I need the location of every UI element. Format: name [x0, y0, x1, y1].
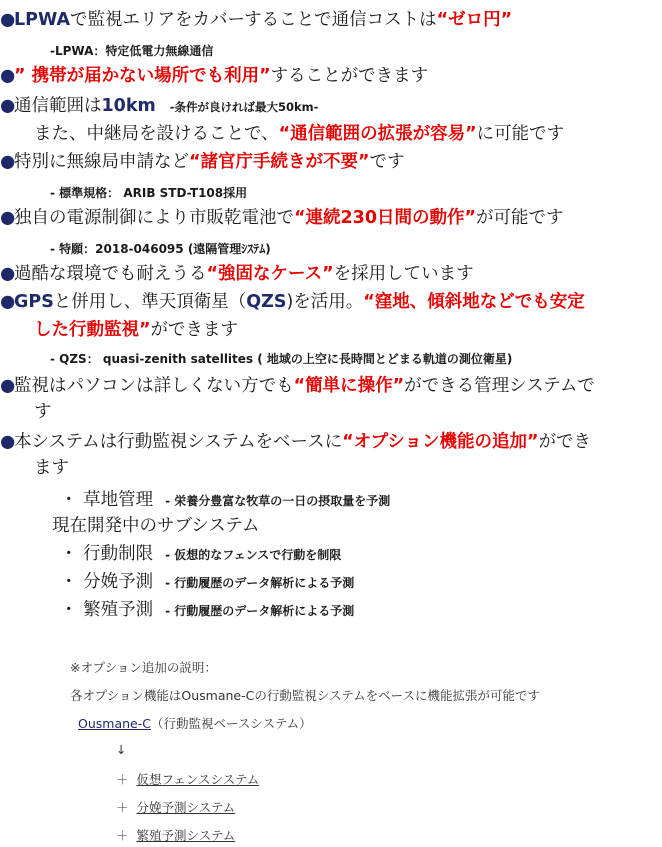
feature-item-options-cont: ます	[34, 458, 69, 478]
feature-note-standard: - 標準規格： ARIB STD-T108採用	[50, 186, 248, 200]
text: と併用し、準天頂衛星（	[53, 292, 247, 312]
text: また、中継局を設けることで、	[34, 124, 279, 144]
range-note: -条件が良ければ最大50km-	[169, 100, 319, 114]
feature-item-ui-cont: す	[34, 402, 52, 422]
text: ができ	[538, 432, 592, 452]
base-system-suffix: （行動監視ベースシステム）	[150, 716, 312, 731]
highlight: “オプション機能の追加”	[342, 432, 539, 452]
highlight: “強固なケース”	[206, 264, 334, 284]
sub-system-line	[116, 770, 259, 788]
text: することができます	[270, 66, 429, 86]
feature-note-patent: - 特願：2018-046095 (遠隔管理ｼｽﾃﾑ)	[50, 242, 271, 256]
bullet-icon: ●	[0, 10, 16, 30]
option-desc: - 行動履歴のデータ解析による予測	[165, 604, 355, 618]
highlight: “通信範囲の拡張が容易”	[278, 124, 477, 144]
option-mark: ・	[60, 490, 78, 510]
highlight: “諸官庁手続きが不要”	[189, 152, 370, 172]
text: を採用しています	[333, 264, 474, 284]
feature-note-lpwa: -LPWA：特定低電力無線通信	[50, 44, 214, 58]
range-value: 10km	[101, 96, 156, 116]
plus-icon: ＋	[116, 772, 129, 787]
feature-item-license	[0, 150, 405, 174]
option-name: 分娩予測	[83, 572, 154, 592]
highlight: “簡単に操作”	[293, 376, 405, 396]
sub-system-link-calving[interactable]: 分娩予測システム	[136, 800, 236, 815]
option-item-restriction	[60, 542, 341, 567]
feature-item-range-cont	[34, 122, 564, 146]
highlight: した行動監視”	[34, 320, 151, 340]
dev-heading: 現在開発中のサブシステム	[52, 516, 260, 536]
feature-item-power	[0, 206, 564, 230]
bullet-icon: ●	[0, 264, 16, 284]
bullet-icon: ●	[0, 292, 16, 312]
feature-item-gps	[0, 290, 585, 314]
bullet-icon: ●	[0, 208, 16, 228]
sub-system-line	[116, 798, 235, 816]
term-qzs: QZS	[246, 292, 287, 312]
option-mark: ・	[60, 544, 78, 564]
text: 独自の電源制御により市販乾電池で	[14, 208, 294, 228]
option-name: 繁殖予測	[83, 600, 154, 620]
option-desc: - 行動履歴のデータ解析による予測	[165, 576, 355, 590]
text: 監視はパソコンは詳しくない方でも	[14, 376, 294, 396]
note-title: ※オプション追加の説明：	[70, 660, 217, 675]
feature-item-lpwa	[0, 8, 512, 32]
option-desc: - 栄養分豊富な牧草の一日の摂取量を予測	[165, 494, 391, 508]
option-desc: - 仮想的なフェンスで行動を制限	[165, 548, 342, 562]
feature-item-range	[0, 94, 318, 119]
term-lpwa: LPWA	[14, 10, 71, 30]
option-name: 草地管理	[83, 490, 154, 510]
text: 特別に無線局申請など	[14, 152, 189, 172]
feature-item-case	[0, 262, 474, 286]
bullet-icon: ●	[0, 152, 16, 172]
text: )を活用。	[286, 292, 364, 312]
option-item-grassland	[60, 488, 390, 513]
feature-item-gps-cont	[34, 318, 238, 342]
text: ができます	[150, 320, 239, 340]
plus-icon: ＋	[116, 828, 129, 843]
bullet-icon: ●	[0, 66, 16, 86]
feature-item-ui	[0, 374, 595, 398]
feature-item-options	[0, 430, 591, 454]
option-name: 行動制限	[83, 544, 154, 564]
highlight: “連続230日間の動作”	[294, 208, 477, 228]
highlight: “ゼロ円”	[436, 10, 513, 30]
bullet-icon: ●	[0, 376, 16, 396]
sub-system-line	[116, 826, 235, 844]
sub-system-link-fence[interactable]: 仮想フェンスシステム	[136, 772, 260, 787]
highlight: ” 携帯が届かない場所でも利用”	[14, 66, 271, 86]
bullet-icon: ●	[0, 96, 16, 116]
sub-system-link-breeding[interactable]: 繁殖予測システム	[136, 828, 236, 843]
option-item-calving	[60, 570, 354, 595]
base-system-line	[78, 714, 312, 732]
text: 通信範囲は	[14, 96, 102, 116]
option-mark: ・	[60, 600, 78, 620]
feature-item-coverage	[0, 64, 428, 88]
plus-icon: ＋	[116, 800, 129, 815]
text: で監視エリアをカバーすることで通信コストは	[70, 10, 437, 30]
text: ができる管理システムで	[404, 376, 595, 396]
option-item-breeding	[60, 598, 354, 623]
term-gps: GPS	[14, 292, 54, 312]
option-mark: ・	[60, 572, 78, 592]
note-description: 各オプション機能はOusmane-Cの行動監視システムをベースに機能拡張が可能です	[70, 688, 540, 703]
text: 本システムは行動監視システムをベースに	[14, 432, 343, 452]
text: です	[369, 152, 405, 172]
down-arrow-icon: ↓	[116, 742, 127, 757]
text: に可能です	[476, 124, 565, 144]
text: が可能です	[476, 208, 564, 228]
base-system-link[interactable]: Ousmane-C	[78, 716, 151, 731]
text: 過酷な環境でも耐えうる	[14, 264, 207, 284]
bullet-icon: ●	[0, 432, 16, 452]
feature-note-qzs: - QZS： quasi-zenith satellites ( 地域の上空に長時間とどまる軌道の測位衛星)	[50, 352, 513, 366]
highlight: “窪地、傾斜地などでも安定	[363, 292, 585, 312]
